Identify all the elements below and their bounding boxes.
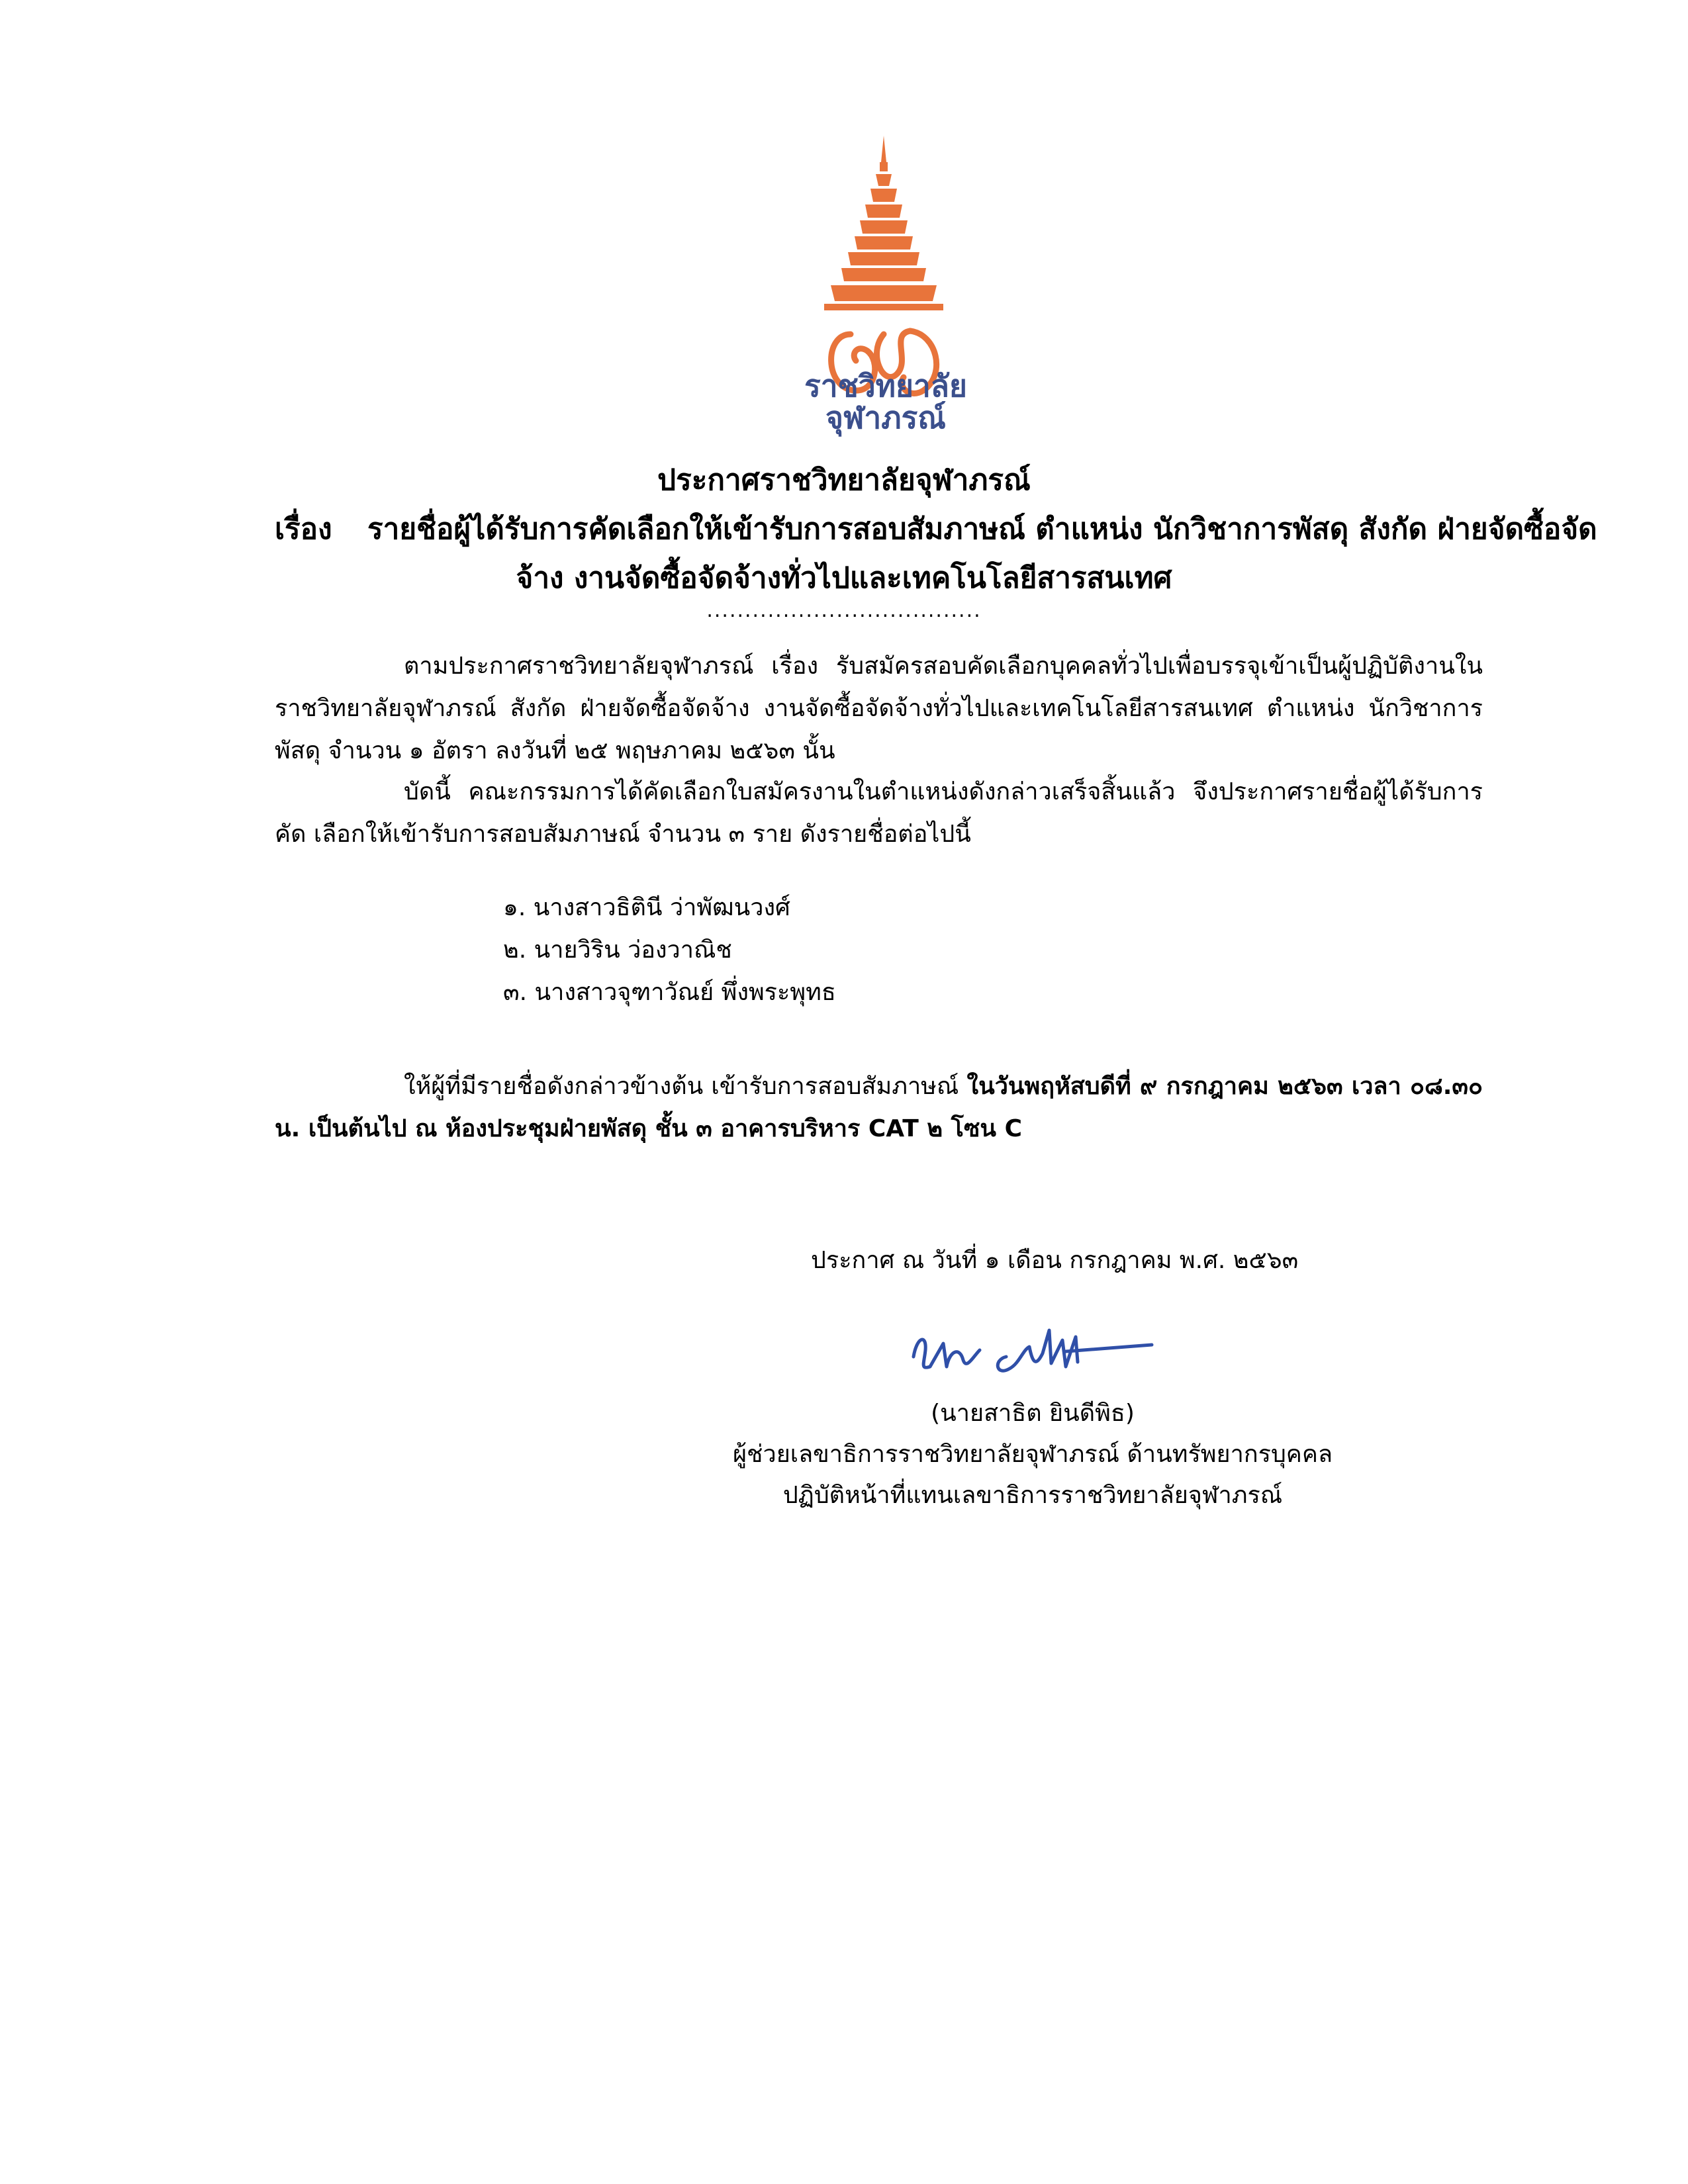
logo-text-line2: จุฬาภรณ์ [825,400,946,435]
subject-line-1: รายชื่อผู้ได้รับการคัดเลือกให้เข้ารับการสอบสัมภาษณ์ ตำแหน่ง นักวิชาการพัสดุ สังกัด ฝ่ายจัดซื้อจัด [367,512,1597,546]
signer-name: (นายสาธิต ยินดีพิธ) [931,1400,1135,1427]
announcement-date: ประกาศ ณ วันที่ ๑ เดือน กรกฎาคม พ.ศ. ๒๕๖๓ [811,1247,1299,1274]
candidate-list-item: ๓. นางสาวจุฑาวัณย์ พึ่งพระพุทธ [503,979,836,1006]
signature-icon [907,1310,1158,1383]
paragraph-interview [275,1066,1483,1150]
interview-location: น. เป็นต้นไป ณ ห้องประชุมฝ่ายพัสดุ ชั้น ๓ อาคารบริหาร CAT ๒ โซน C [275,1115,1022,1142]
page-title: ประกาศราชวิทยาลัยจุฬาภรณ์ [657,463,1031,497]
logo-text-line1: ราชวิทยาลัย [804,368,967,404]
subject-line-2: จ้าง งานจัดซื้อจัดจ้างทั่วไปและเทคโนโลยีสารสนเทศ [516,561,1172,595]
separator: .................................... [706,599,982,622]
signer-position-1: ผู้ช่วยเลขาธิการราชวิทยาลัยจุฬาภรณ์ ด้านทรัพยากรบุคคล [732,1441,1333,1468]
interview-intro: ให้ผู้ที่มีรายชื่อดังกล่าวข้างต้น เข้ารับการสอบสัมภาษณ์ [404,1073,959,1100]
candidate-list-item: ๒. นายวิริน ว่องวาณิช [503,936,732,964]
paragraph-result [275,771,1483,856]
interview-datetime: ในวันพฤหัสบดีที่ ๙ กรกฎาคม ๒๕๖๓ เวลา ๐๘.๓๐ [966,1073,1483,1100]
paragraph-result-text: บัดนี้ คณะกรรมการได้คัดเลือกใบสมัครงานในตำแหน่งดังกล่าวเสร็จสิ้นแล้ว จึงประกาศรายชื่อผู้ได้รับการคัด เลือกให้เข้ารับการสอบสัมภาษณ์ จำนวน ๓ ราย ดังรายชื่อต่อไปนี้ [275,778,1483,848]
paragraph-reference [275,645,1483,772]
candidate-list-item: ๑. นางสาวธิตินี ว่าพัฒนวงศ์ [503,894,790,921]
subject-label: เรื่อง [275,512,332,546]
signer-position-2: ปฏิบัติหน้าที่แทนเลขาธิการราชวิทยาลัยจุฬาภรณ์ [782,1482,1283,1509]
paragraph-reference-text: ตามประกาศราชวิทยาลัยจุฬาภรณ์ เรื่อง รับสมัครสอบคัดเลือกบุคคลทั่วไปเพื่อบรรจุเข้าเป็นผู้ปฏิบัติงานใน ราชวิทยาลัยจุฬาภรณ์ สังกัด ฝ่ายจัดซื้อจัดจ้าง งานจัดซื้อจัดจ้างทั่วไปและเทคโนโลยีสารสนเทศ ตำแหน่ง นักวิชาการพัสดุ จำนวน ๑ อัตรา ลงวันที่ ๒๕ พฤษภาคม ๒๕๖๓ นั้น [275,653,1483,764]
